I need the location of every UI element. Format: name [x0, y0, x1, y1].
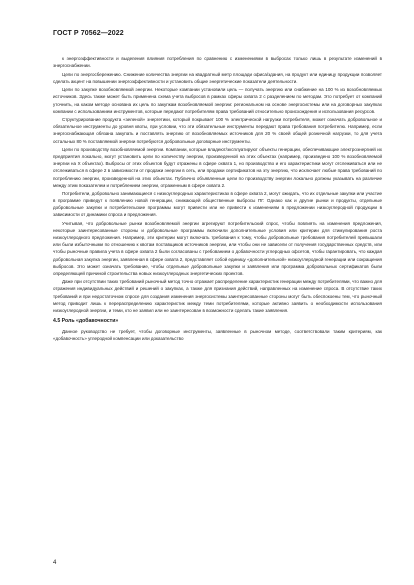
paragraph: Потребители, добровольно занимающиеся с низкоуглеродных характеристиках в сфере охвата 2, могут ожидать, что их отдельные закупки или участие в программе приведут к появлению новой генерации, снижающей общественные выбросы ПГ. Однако как и другие рынки и продукты, отдельные добровольные закупки и потребительские программы могут привести или не привести к изменениям в предложении низкоуглеродной продукции в зависимости от динамики спроса и предложения. — [53, 191, 382, 218]
paragraph: Даже при отсутствии таких требований рыночный метод точно отражает распределение характеристик генерации между потребителями, что важно для отражения индивидуальных действий и решений о закупках, а также для признания действий, направленных на изменение спроса. В отсутствие таких требований и при недостаточном спросе для создания изменения энергосистемы заинтересованные стороны могут быть обеспокоены тем, что рыночный метод приводит лишь к перераспределению характеристик между теми потребителями, которые активно заявить о необходимости использования низкоуглеродной энергии, и теми, кто не заявил или не заинтересован в возможности сделать такие заявления. — [53, 279, 382, 313]
page-number: 4 — [53, 560, 57, 566]
paragraph: Цели по производству возобновляемой энергии. Компании, которые владеют/эксплуатируют объекты генерации, обеспечивающие электроэнергией их предприятия локально, могут установить цели по количеству энергии, произведенной на этих объектах (например, произведено 100 % возобновляемой энергии на X объектах). Выбросы от этих объектов будут отражены в сфере охвата 1, но производство и его характеристики могут отслеживаться или не отслеживаться в сфере 2 в зависимости от продажи энергии в сеть, или продажи сертификатов на эту энергию, что исключает любые права требований по потреблению энергии, произведенной на этих объектах. Публично объявленные цели по производству энергии локально должны указывать на различие между этим показателем и потреблением энергии, отраженным в сфере охвата 2. — [53, 147, 382, 188]
document-body — [53, 55, 382, 343]
paragraph: Структурирование продукта «зеленой» энергетики, который покрывает 100 % электрической нагрузки потребителя, может означать добровольное и обязательное инструменты до уровня квоты, при условии, что эти обязательные инструменты передают права требования потребителю. Например, если энергоснабжающая обязана закупать и поставлять энергию от возобновляемых источников для 20 % своей общей розничной нагрузки, то для учета остальных 80 % поставляемой энергии потребуются добровольные договорные инструменты. — [53, 117, 382, 144]
section-title: 4.5 Роль «добавочности» — [53, 317, 119, 324]
paragraph: Цели по энергосбережению. Снижение количества энергии на квадратный метр площади офиса/здания, на продукт или единицу продукции позволяет сделать акцент на повышении энергоэффективности и установить общие энергетические показатели деятельности. — [53, 71, 382, 84]
paragraph: Цели по закупке возобновляемой энергии. Некоторые компании установили цель — получать энергию или снабжение на 100 % из возобновляемых источников. Здесь также может быть применена схема учета выбросов в рамках сферы охвата 2 с разделением по методам. Это потребует от компаний уточнить, на каком методе основана их цель по закупкам возобновляемой энергии: региональном на основе энергосистемы или на договорных закупках компании с использованием инструментов, которые передают потребителям права требований относительно происхождения и использования ресурсов. — [53, 87, 382, 114]
paragraph: Данное руководство не требует, чтобы договорные инструменты, заявленные в рыночном методе, соответствовали таким критериям, как «добавочность» углеродной компенсации или доказательство — [53, 328, 382, 341]
paragraph: Учитывая, что добровольные рынки возобновляемой энергии агрегируют потребительский спрос, чтобы повлиять на изменения предложения, некоторые заинтересованные стороны и добровольные программы включили дополнительные условия или критерии для стимулирования роста низкоуглеродного предложения. Например, эти критерии могут включать требования к тому, чтобы добровольные требования потребителей превышали или были избыточными по отношению к квотам поставщиков источников энергии, или чтобы они не зависели от получения государственных средств, или чтобы рыночные правила учета в сфере охвата 2 были согласованы с требованием о добавочности углеродных офсетов, чтобы гарантировать, что каждая добровольная закупка энергии, заявленная в сфере охвата 2, представляет собой единицу «дополнительной» низкоуглеродной генерации или сокращения выбросов. Это может означать требование, чтобы отдельные добровольные закупки и заявления или программа добровольных сертификатов были определяющей причиной строительства новых низкоуглеродных энергетических проектов. — [53, 221, 382, 276]
paragraph: к энергоэффективности и выделения влияния потребления по сравнению с изменениями в выбросах только лишь в результате изменений в энергоснабжении. — [53, 56, 382, 69]
document-header: ГОСТ Р 70562—2022 — [53, 30, 124, 37]
